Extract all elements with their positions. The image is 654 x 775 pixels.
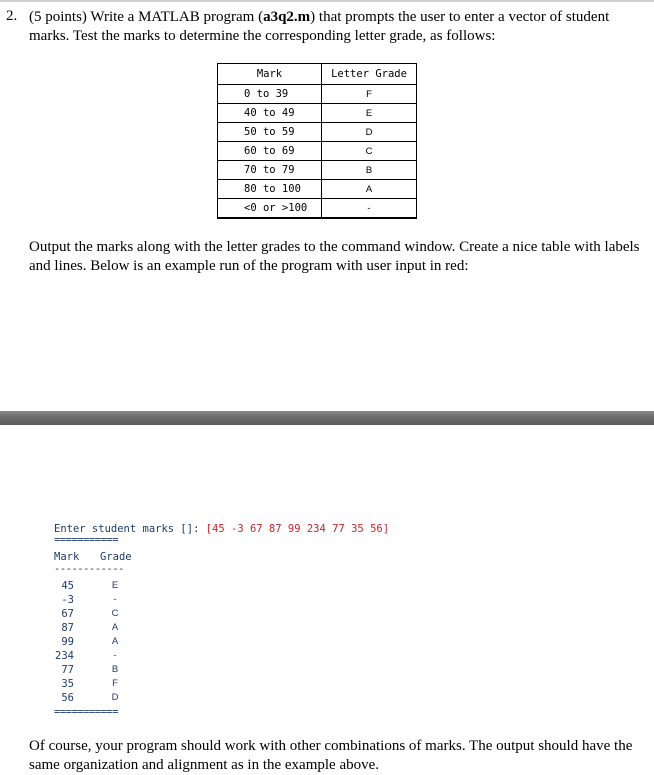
grade-table-grade-cell: F <box>322 85 417 104</box>
grade-table-row <box>218 161 417 180</box>
closing-paragraph: Of course, your program should work with other combinations of marks. The output should have the same organization and alignment as in the example above. <box>29 738 633 773</box>
grade-table-mark-cell: 60 to 69 <box>218 142 322 161</box>
grade-table-grade-cell: D <box>322 123 417 142</box>
console-grade: A <box>111 636 119 647</box>
grade-table-row <box>218 123 417 142</box>
console-grade: - <box>113 594 117 605</box>
grade-table-mark-cell: 80 to 100 <box>218 180 322 199</box>
console-mark: 35 <box>61 678 74 690</box>
grade-table-header-grade: Letter Grade <box>322 64 417 85</box>
grade-table-grade-cell: B <box>322 161 417 180</box>
grade-table-row <box>218 85 417 104</box>
grade-table-row <box>218 199 417 219</box>
question-intro-rest: ) that prompts the user to enter a vector of student marks. Test the marks to determine the corresponding letter grade, as follows: <box>29 9 610 44</box>
console-mark: -3 <box>61 594 74 606</box>
grade-table-grade-cell: A <box>322 180 417 199</box>
grade-table-row <box>218 142 417 161</box>
console-grade: E <box>111 580 119 591</box>
grade-table-header-row <box>218 64 417 85</box>
grade-table-mark-cell: 0 to 39 <box>218 85 322 104</box>
console-grade: F <box>112 678 118 689</box>
page-top-border <box>0 0 654 2</box>
console-prompt: Enter student marks []: <box>54 523 206 535</box>
console-mark: 56 <box>61 692 74 704</box>
grade-table-grade-cell: C <box>322 142 417 161</box>
grade-table-row <box>218 104 417 123</box>
grade-table-row <box>218 180 417 199</box>
console-header-mark: Mark <box>54 551 80 563</box>
page-divider <box>0 411 654 425</box>
console-mark: 77 <box>61 664 74 676</box>
console-mark: 67 <box>61 608 74 620</box>
console-rule-dashes: ------------ <box>54 563 124 575</box>
console-user-input: [45 -3 67 87 99 234 77 35 56] <box>205 523 390 535</box>
question-filename: a3q2.m <box>263 9 311 25</box>
grade-table-mark-cell: 50 to 59 <box>218 123 322 142</box>
console-grade: D <box>111 692 119 703</box>
grade-table-grade-cell: - <box>322 199 417 219</box>
grade-table-mark-cell: 40 to 49 <box>218 104 322 123</box>
console-rule-top: =========== <box>54 534 119 546</box>
console-grade: C <box>111 608 119 619</box>
grade-table-mark-cell: 70 to 79 <box>218 161 322 180</box>
console-mark: 87 <box>61 622 74 634</box>
grade-table-header-mark: Mark <box>218 64 322 85</box>
output-instructions: Output the marks along with the letter grades to the command window. Create a nice table with labels and lines. Below is an example run of the program with user input in red: <box>29 239 640 274</box>
grade-table-grade-cell: E <box>322 104 417 123</box>
console-mark: 234 <box>55 650 74 662</box>
question-intro: (5 points) Write a MATLAB program ( <box>29 9 264 25</box>
grade-table-mark-cell: <0 or >100 <box>218 199 322 219</box>
question-prompt <box>29 8 644 46</box>
console-grade: B <box>111 664 119 675</box>
console-mark: 99 <box>61 636 74 648</box>
console-grade: A <box>111 622 119 633</box>
console-header-grade: Grade <box>100 551 132 563</box>
question-number: 2. <box>6 8 18 24</box>
console-grade: - <box>113 650 117 661</box>
console-rule-bottom: =========== <box>54 706 119 718</box>
console-mark: 45 <box>61 580 74 592</box>
grade-table <box>217 63 417 219</box>
